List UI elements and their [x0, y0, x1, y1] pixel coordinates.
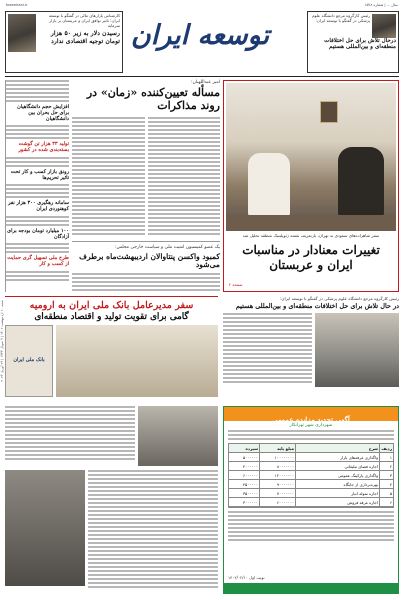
center-body-col2	[72, 117, 145, 237]
figure-right	[338, 147, 384, 217]
ad-table-row	[229, 453, 393, 462]
ad-table-row	[229, 471, 393, 480]
left-teaser-text	[6, 80, 69, 102]
ad-table-row	[229, 480, 393, 489]
tender-ad	[223, 406, 399, 600]
ad-table-cell: ۵	[379, 489, 393, 497]
ad-table-cell: ۵۰۰۰۰۰۰	[242, 455, 258, 461]
right-news-body	[223, 313, 312, 387]
ad-title: آگهی تجدید مزایده عمومی	[272, 415, 350, 424]
lead-caption: سفر شاهزاده‌های سعودی به تهران، بازتعریف نقشه ژئوپلیتیک منطقه تحلیل شد	[242, 233, 380, 238]
banner-headline: سفر مدیرعامل بانک ملی ایران به ارومیه	[29, 300, 194, 311]
ad-table-row	[229, 489, 393, 498]
left-item-2-text	[6, 157, 69, 167]
left-item-2: تولید ۳۳ هزار تن گوشت بسته‌بندی شده در کشور	[18, 141, 69, 153]
ad-table-header	[229, 444, 393, 453]
ad-table-cell: بهره‌برداری از جایگاه	[295, 480, 379, 488]
ad-table-cell: ۴۵۰۰۰۰۰	[242, 482, 258, 488]
left-item-3: رونق بازار کسب و کار تحت تاثیر تحریم‌ها	[10, 168, 69, 181]
lead-headline: تغییرات معنادار در مناسبات ایران و عربستان	[242, 243, 380, 272]
ad-table-cell: واگذاری پارکینگ عمومی	[295, 471, 379, 479]
left-item-3-text	[6, 184, 69, 198]
center-body-col1	[148, 117, 221, 237]
ad-table-cell: ۶۰۰۰۰۰۰۰	[259, 498, 295, 506]
ad-subtitle: شهرداری شهر تهرانکار	[289, 423, 333, 428]
center-headline: مسأله تعیین‌کننده «زمان» در روند مذاکرات	[86, 86, 220, 113]
portrait-frame-icon	[320, 101, 338, 123]
right-news-headline: در حال تلاش برای حل اختلافات منطقه‌ای و بین‌المللی هستیم	[235, 302, 399, 311]
portrait-wall-photo	[56, 325, 218, 397]
masthead-logo	[130, 10, 270, 74]
lead-story	[223, 80, 399, 292]
figure-left	[248, 153, 290, 217]
left-item-6-text	[6, 271, 69, 281]
lead-photo	[226, 83, 396, 231]
ad-col-deposit: سپرده	[245, 446, 258, 452]
left-item-1-text	[6, 125, 69, 139]
top-right-headline: درحال تلاش برای حل اختلافات منطقه‌ای و بین‌المللی هستیم	[324, 38, 396, 51]
banner-story	[5, 296, 218, 402]
left-item-5: ۱۰۰ میلیارد تومان بودجه برای آزادگان	[7, 227, 69, 240]
ad-col-index: ردیف	[379, 444, 393, 452]
bottom-left-body-2	[88, 470, 218, 590]
analyst-photo	[8, 14, 36, 52]
top-right-box	[307, 11, 399, 73]
left-item-5-text	[6, 243, 69, 253]
logo-wordmark: توسعه ایران	[130, 20, 270, 51]
top-left-headline: رسیدن دلار به زیر ۵۰ هزار تومان توجیه اقتصادی ندارد	[50, 30, 120, 45]
left-item-4-text	[6, 216, 69, 226]
bank-logo-box	[5, 325, 53, 397]
bottom-left-story	[5, 406, 218, 594]
ad-col-base: مبلغ پایه	[259, 444, 295, 452]
issue-date: شنبه ۱۰ اردیبهشت ۱۴۰۲ | ۹ شوال ۱۴۴۴ | ۲۹ آوریل ۲۰۲۳	[0, 300, 4, 382]
ad-footer	[224, 583, 398, 600]
right-news-kicker: رئیس کارگروه مرجع دانشگاه علوم پزشکی در گفتگو با توسعه ایران:	[280, 296, 399, 301]
ad-table-cell: ۴۰۰۰۰۰۰	[242, 464, 258, 470]
ad-col-desc: شرح	[295, 444, 379, 452]
ad-table-cell: ۶۰۰۰۰۰۰	[242, 473, 258, 479]
center-divider	[72, 241, 220, 242]
ad-table-cell: ۳۰۰۰۰۰۰	[242, 500, 258, 506]
banner-subheadline: گامی برای تقویت تولید و اقتصاد منطقه‌ای	[34, 312, 189, 323]
ad-table-cell: ۱۲۰۰۰۰۰۰۰	[259, 471, 295, 479]
left-item-4: سامانه رهگیری ۳۰۰ هزار نفر کوهنوردی ایران	[8, 200, 69, 212]
ad-table-cell: ۳۵۰۰۰۰۰	[242, 491, 258, 497]
ad-table-cell: ۴	[379, 480, 393, 488]
meeting-photo	[315, 313, 399, 387]
date-strip	[0, 300, 4, 500]
ad-table-cell: ۸۰۰۰۰۰۰۰	[259, 462, 295, 470]
lead-page-ref: صفحه ۲	[229, 282, 243, 288]
portrait-photo	[372, 14, 396, 38]
ad-table-cell: واگذاری غرفه‌های بازار	[295, 453, 379, 461]
bank-logo-text: بانک ملی ایران	[13, 357, 45, 364]
ad-footer-text: شهردار تهرانکار	[294, 594, 328, 600]
ad-table-body	[229, 453, 393, 507]
ad-table-cell: ۶	[379, 498, 393, 506]
ad-table-cell: ۳	[379, 471, 393, 479]
ad-publish-line: نوبت اول ۱۴۰۲/۰۲/۱۰	[228, 575, 265, 581]
right-news	[223, 296, 399, 402]
center-kicker: امیر عبداللهیان:	[190, 80, 220, 85]
ad-table-cell: ۱۰۰۰۰۰۰۰۰	[259, 453, 295, 461]
center-column	[72, 80, 220, 292]
left-item-1: افزایش حجم دانشگاهیان برای حل بحران بین دانشگاهیان	[17, 104, 69, 122]
left-column	[5, 80, 69, 292]
bottom-left-body-1	[5, 406, 135, 466]
ad-table-row	[229, 462, 393, 471]
ad-intro-text	[224, 430, 398, 440]
ad-table-cell: ۷۰۰۰۰۰۰۰	[259, 489, 295, 497]
ad-table-cell: اجاره سوله انبار	[295, 489, 379, 497]
issue-bar	[6, 3, 398, 9]
ad-table	[228, 443, 394, 508]
photo-floor	[226, 215, 396, 231]
ad-table-row	[229, 498, 393, 507]
ad-table-cell: ۹۰۰۰۰۰۰۰	[259, 480, 295, 488]
center-sub-kicker: یک عضو کمیسیون امنیت ملی و سیاست خارجی مجلس:	[115, 245, 220, 251]
ad-table-cell: ۱	[379, 453, 393, 461]
top-right-kicker: رئیس کارگروه مرجع دانشگاه علوم پزشکی در گفتگو با توسعه ایران:	[312, 13, 370, 23]
event-photo-1	[138, 406, 218, 466]
ad-table-cell: اجاره فضای تبلیغاتی	[295, 462, 379, 470]
top-left-kicker: کارشناس بازارهای مالی در گفتگو با توسعه ایران: تاثیر توافق ایران و عربستان بر بازار سرمایه	[48, 13, 120, 28]
top-left-box	[5, 11, 123, 73]
left-item-6: طرح ملی تسهیل گری حمایت از کسب و کار	[7, 255, 69, 267]
center-sub-body	[72, 273, 220, 291]
ad-table-cell: ۲	[379, 462, 393, 470]
ad-title-bar	[224, 407, 398, 424]
website-label: toseeirani.ir	[6, 3, 28, 7]
ad-table-cell: اجاره غرفه فروش	[295, 498, 379, 506]
edition-line: سال ... | شماره ۱۵۲۸	[364, 3, 398, 7]
ad-conditions-text	[224, 511, 398, 541]
masthead-divider	[5, 76, 399, 77]
event-photo-2	[5, 470, 85, 586]
center-sub-headline: کمبود واکسن پنتاوالان اردیبهشت‌ماه برطرف می‌شود	[79, 251, 220, 270]
